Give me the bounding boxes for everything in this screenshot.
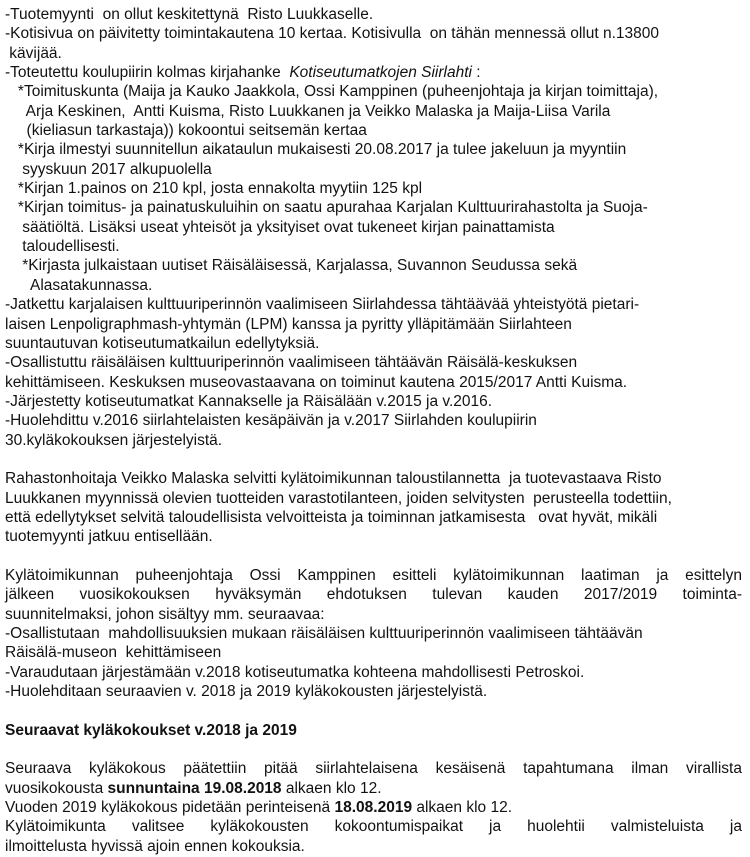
text-line [5,24,742,43]
text-line [5,179,742,198]
text-line [5,140,742,159]
text-segment: jälkeen vuosikokouksen hyväksymän ehdotuksen tulevan kauden 2017/2019 toiminta- [5,586,742,604]
text-line [5,102,742,121]
text-line [5,508,742,527]
text-segment: Alasatakunnassa. [5,276,153,294]
text-line [5,160,742,179]
text-segment: taloudellisesti. [5,238,120,256]
text-segment: kehittämiseen. Keskuksen museovastaavana on toiminut kautena 2015/2017 Antti Kuisma. [5,373,628,391]
text-line [5,63,742,82]
text-segment: Kylätoimikunnan puheenjohtaja Ossi Kamppinen esitteli kylätoimikunnan laatiman ja esittelyn [5,566,742,584]
text-segment: -Osallistuttu räisäläisen kulttuuriperinnön vaalimiseen tähtäävän Räisälä-keskuksen [5,354,578,372]
blank-line [5,450,742,469]
text-segment: -Varaudutaan järjestämään v.2018 kotiseutumatka kohteena mahdollisesti Petroskoi. [5,663,585,681]
text-segment: *Kirjasta julkaistaan uutiset Räisäläisessä, Karjalassa, Suvannon Seudussa sekä [5,257,578,275]
text-segment: -Jatkettu karjalaisen kulttuuriperinnön vaalimiseen Siirlahdessa tähtäävää yhteistyötä pietari- [5,296,640,314]
text-line [5,392,742,411]
text-line [5,121,742,140]
text-segment: kävijää. [5,44,62,62]
text-segment: laisen Lenpoligraphmash-yhtymän (LPM) kanssa ja pyritty ylläpitämään Siirlahteen [5,315,572,333]
text-line [5,373,742,392]
text-segment: vuosikokousta [5,779,108,797]
text-segment: -Kotisivua on päivitetty toimintakautena 10 kertaa. Kotisivulla on tähän mennessä ollut n.13800 [5,25,659,43]
text-segment: -Toteutettu koulupiirin kolmas kirjahanke [5,64,290,82]
text-segment-bold: Seuraavat kyläkokoukset v.2018 ja 2019 [5,721,297,739]
text-segment: Kylätoimikunta valitsee kyläkokousten kokoontumispaikat ja huolehtii valmisteluista ja [5,818,742,836]
text-line [5,411,742,430]
text-segment: säätiöltä. Lisäksi useat yhteisöt ja yksityiset ovat tukeneet kirjan painattamista [5,218,555,236]
text-segment: -Tuotemyynti on ollut keskitettynä Risto Luukkaselle. [5,6,374,23]
text-segment: alkaen klo 12. [412,799,513,817]
text-segment: Vuoden 2019 kyläkokous pidetään perinteisenä [5,799,335,817]
text-segment: -Huolehditaan seuraavien v. 2018 ja 2019 kyläkokousten järjestelyistä. [5,683,488,701]
text-line [5,334,742,353]
text-segment: -Osallistutaan mahdollisuuksien mukaan räisäläisen kulttuuriperinnön vaalimiseen tähtäävän [5,625,643,642]
text-line [5,779,742,798]
text-line [5,44,742,63]
text-segment: Arja Keskinen, Antti Kuisma, Risto Luukkanen ja Veikko Malaska ja Maija-Liisa Varila [5,102,611,120]
text-segment-bold: 18.08.2019 [334,799,413,817]
text-segment: -Huolehdittu v.2016 siirlahtelaisten kesäpäivän ja v.2017 Siirlahden koulupiirin [5,412,537,430]
text-segment: syyskuun 2017 alkupuolella [5,160,212,178]
text-segment: suuntautuvan kotiseutumatkailun edellytyksiä. [5,334,320,352]
text-line [5,817,742,836]
text-line [5,798,742,817]
text-line [5,256,742,275]
text-line [5,295,742,314]
blank-line [5,701,742,720]
text-line [5,837,742,856]
text-line [5,527,742,546]
text-line [5,353,742,372]
text-segment: -Järjestetty kotiseutumatkat Kannakselle ja Räisälään v.2015 ja v.2016. [5,392,493,410]
text-line [5,198,742,217]
text-segment: tuotemyynti jatkuu entisellään. [5,528,213,546]
text-segment: että edellytykset selvitä taloudellisista velvoitteista ja toiminnan jatkamisesta ovat hyvät, mikäli [5,508,658,526]
text-line [5,663,742,682]
text-line [5,315,742,334]
text-segment: suunnitelmaksi, johon sisältyy mm. seuraavaa: [5,605,325,623]
text-segment: : [471,64,481,82]
text-segment: Seuraava kyläkokous päätettiin pitää siirlahtelaisena kesäisenä tapahtumana ilman virallista [5,760,742,778]
text-segment: Räisälä-museon kehittämiseen [5,644,222,662]
text-segment: *Kirjan 1.painos on 210 kpl, josta ennakolta myytiin 125 kpl [5,180,423,198]
text-segment: Rahastonhoitaja Veikko Malaska selvitti kylätoimikunnan taloustilannetta ja tuotevastaava Risto [5,470,662,488]
text-segment-italic: Kotiseutumatkojen Siirlahti [289,64,472,82]
text-line [5,431,742,450]
blank-line [5,740,742,759]
text-segment: *Kirja ilmestyi suunnitellun aikataulun mukaisesti 20.08.2017 ja tulee jakeluun ja myyntiin [5,141,627,159]
text-segment: *Kirjan toimitus- ja painatuskuluihin on saatu apurahaa Karjalan Kulttuurirahastolta ja Suoja- [5,199,648,217]
text-segment: alkaen klo 12. [281,779,382,797]
text-line [5,721,742,740]
text-line [5,585,742,604]
text-segment: 30.kyläkokouksen järjestelyistä. [5,431,223,449]
text-line [5,643,742,662]
text-line [5,276,742,295]
blank-line [5,547,742,566]
text-line [5,624,742,643]
text-segment: ilmoittelusta hyvissä ajoin ennen kokouksia. [5,837,305,855]
text-line [5,489,742,508]
text-segment: Luukkanen myynnissä olevien tuotteiden varastotilanteen, joiden selvitysten perusteella todettiin, [5,489,672,507]
text-line [5,682,742,701]
text-line [5,218,742,237]
text-line [5,469,742,488]
text-segment: *Toimituskunta (Maija ja Kauko Jaakkola, Ossi Kamppinen (puheenjohtaja ja kirjan toimittaja), [5,83,659,101]
text-segment: (kieliasun tarkastaja)) kokoontui seitsemän kertaa [5,122,367,140]
text-line [5,759,742,778]
text-line [5,237,742,256]
text-line [5,605,742,624]
text-line [5,5,742,24]
text-line [5,566,742,585]
text-line [5,82,742,101]
text-segment-bold: sunnuntaina 19.08.2018 [107,779,282,797]
